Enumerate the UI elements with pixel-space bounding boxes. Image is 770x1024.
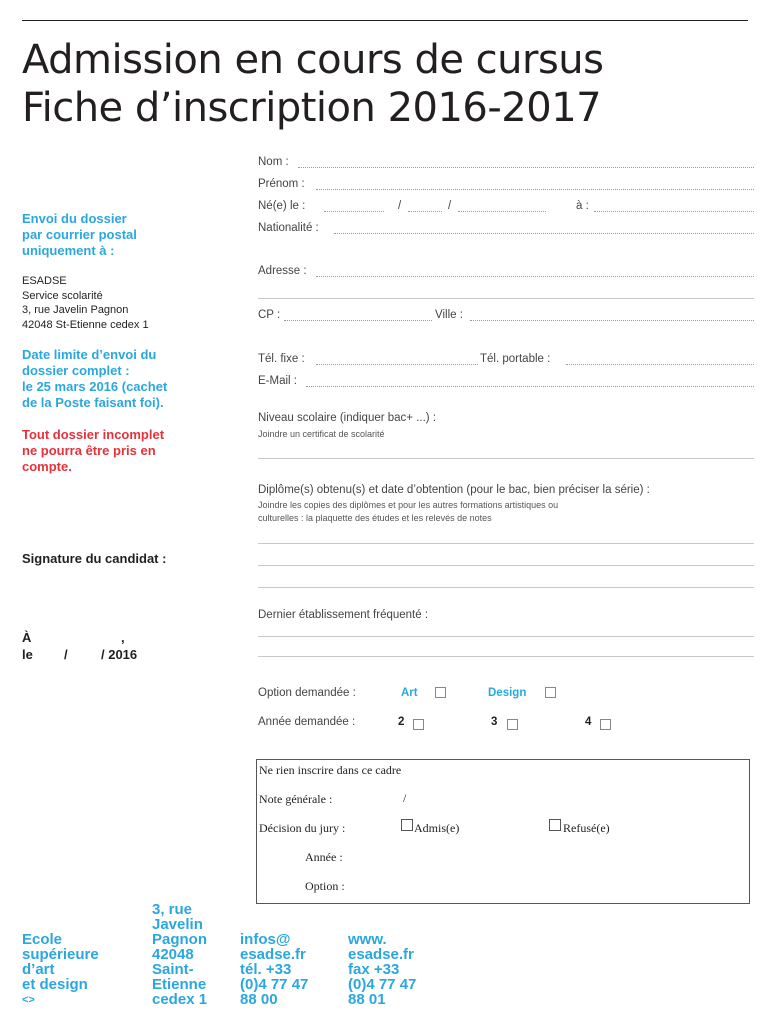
footer-website[interactable]: www. esadse.fr fax +33 (0)4 77 47 88 01 [348, 931, 417, 1008]
birthdate-slash-1: / [398, 200, 402, 212]
annee-3-checkbox[interactable] [507, 719, 518, 730]
admin-box [256, 759, 750, 904]
nationalite-label: Nationalité : [258, 222, 319, 234]
dernier-etablissement-field-1[interactable] [258, 636, 754, 637]
nom-label: Nom : [258, 156, 289, 168]
footer-email[interactable]: infos@ esadse.fr tél. +33 (0)4 77 47 88 00 [240, 931, 309, 1008]
annee-4-checkbox[interactable] [600, 719, 611, 730]
diplomes-note-1: Joindre les copies des diplômes et pour les autres formations artistiques ou [258, 500, 559, 510]
birthdate-slash-2: / [448, 200, 452, 212]
admin-option-label: Option : [305, 879, 345, 893]
tel-portable-field[interactable] [566, 364, 754, 365]
diplomes-field-1[interactable] [258, 543, 754, 544]
option-art-label: Art [401, 687, 418, 699]
cp-label: CP : [258, 309, 281, 321]
adresse-label: Adresse : [258, 265, 307, 277]
diplomes-note-2: culturelles : la plaquette des études et les relevés de notes [258, 513, 492, 523]
birthplace-label: à : [576, 200, 589, 212]
signature-date-slash: / [64, 647, 68, 662]
birth-day-field[interactable] [324, 211, 384, 212]
adresse-field[interactable] [316, 276, 754, 277]
signature-comma: , [121, 630, 125, 645]
birth-year-field[interactable] [458, 211, 546, 212]
birthdate-label: Né(e) le : [258, 200, 306, 212]
annee-4-label: 4 [585, 716, 592, 728]
ville-field[interactable] [470, 320, 754, 321]
admis-label: Admis(e) [414, 821, 460, 835]
top-rule [22, 20, 748, 21]
diplomes-label: Diplôme(s) obtenu(s) et date d’obtention (pour le bac, bien préciser la série) : [258, 484, 650, 496]
admin-box-header: Ne rien inscrire dans ce cadre [259, 763, 402, 777]
note-generale-slash: / [403, 791, 407, 805]
footer-school-name: Ecole supérieure d’art et design [22, 931, 99, 993]
signature-label: Signature du candidat : [22, 551, 167, 566]
diplomes-field-2[interactable] [258, 565, 754, 566]
nom-field[interactable] [298, 167, 754, 168]
email-label: E-Mail : [258, 375, 297, 387]
tel-fixe-label: Tél. fixe : [258, 353, 305, 365]
email-field[interactable] [306, 386, 754, 387]
sidebar-envoi: Envoi du dossier par courrier postal uniquement à : [22, 211, 137, 258]
signature-le-label: le [22, 647, 33, 662]
birth-month-field[interactable] [408, 211, 442, 212]
option-design-checkbox[interactable] [545, 687, 556, 698]
dernier-etablissement-label: Dernier établissement fréquenté : [258, 609, 429, 621]
cp-field[interactable] [284, 320, 432, 321]
signature-date-year: / 2016 [101, 647, 138, 662]
option-label: Option demandée : [258, 687, 356, 699]
option-design-label: Design [488, 687, 527, 699]
niveau-label: Niveau scolaire (indiquer bac+ ...) : [258, 412, 437, 424]
footer-address: 3, rue Javelin Pagnon 42048 Saint- Etienne cedex 1 [152, 901, 208, 1008]
sidebar-deadline: Date limite d’envoi du dossier complet : le 25 mars 2016 (cachet de la Poste faisant foi). [22, 347, 168, 410]
page-title: Admission en cours de cursus [22, 37, 604, 83]
ville-label: Ville : [435, 309, 463, 321]
annee-label: Année demandée : [258, 716, 356, 728]
tel-portable-label: Tél. portable : [480, 353, 551, 365]
tel-fixe-field[interactable] [316, 364, 478, 365]
diplomes-field-3[interactable] [258, 587, 754, 588]
prenom-label: Prénom : [258, 178, 305, 190]
prenom-field[interactable] [316, 189, 754, 190]
birthplace-field[interactable] [594, 211, 754, 212]
admin-annee-label: Année : [305, 850, 343, 864]
nationalite-field[interactable] [334, 233, 754, 234]
annee-2-label: 2 [398, 716, 405, 728]
decision-jury-label: Décision du jury : [259, 821, 346, 835]
niveau-field[interactable] [258, 458, 754, 459]
option-art-checkbox[interactable] [435, 687, 446, 698]
refuse-label: Refusé(e) [563, 821, 610, 835]
sidebar-address: ESADSE Service scolarité 3, rue Javelin Pagnon 42048 St-Etienne cedex 1 [22, 275, 149, 331]
annee-3-label: 3 [491, 716, 498, 728]
sidebar-warning: Tout dossier incomplet ne pourra être pris en compte. [22, 427, 165, 474]
adresse-line-2[interactable] [258, 298, 754, 299]
page-subtitle: Fiche d’inscription 2016-2017 [22, 85, 602, 131]
note-generale-label: Note générale : [259, 792, 333, 806]
admis-checkbox[interactable] [401, 819, 413, 831]
signature-a-label: À [22, 630, 32, 645]
footer-logo: <> [22, 994, 35, 1006]
annee-2-checkbox[interactable] [413, 719, 424, 730]
refuse-checkbox[interactable] [549, 819, 561, 831]
niveau-note: Joindre un certificat de scolarité [258, 429, 385, 439]
dernier-etablissement-field-2[interactable] [258, 656, 754, 657]
